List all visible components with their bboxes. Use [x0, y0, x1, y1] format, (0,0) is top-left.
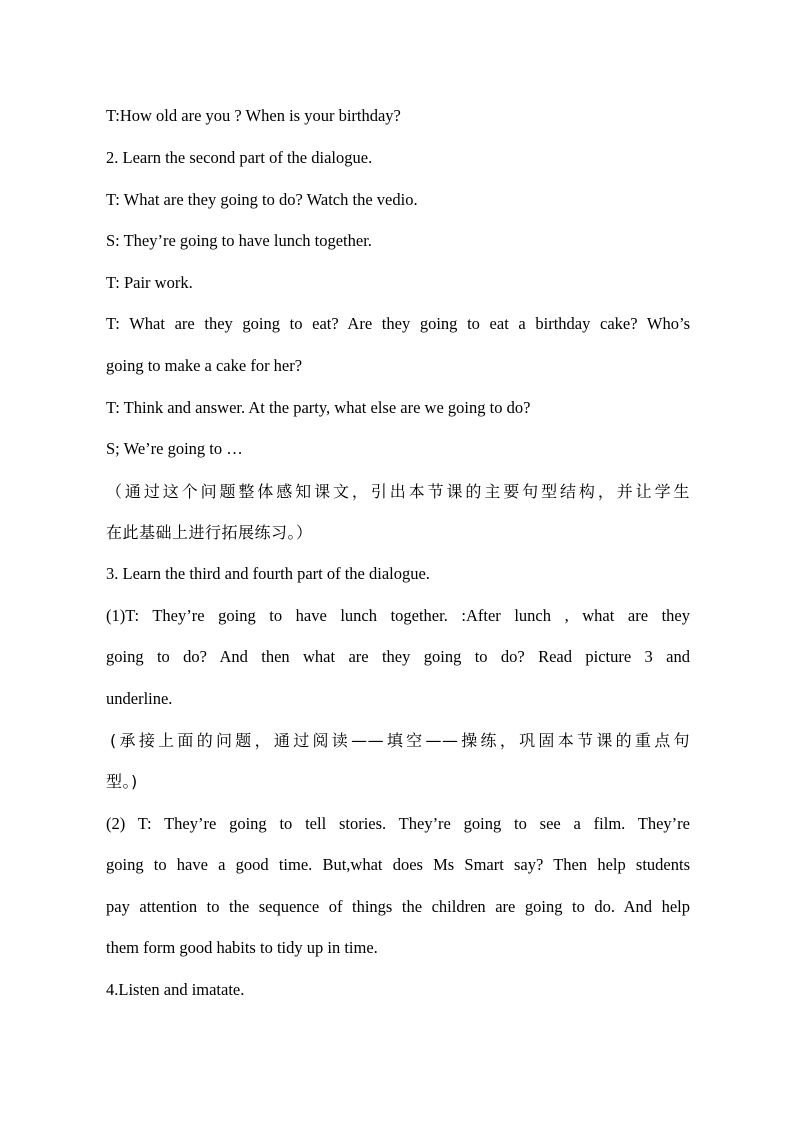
- text-line-chinese: 在此基础上进行拓展练习。）: [106, 523, 313, 542]
- text-line: 4.Listen and imatate.: [106, 980, 245, 999]
- text-line: S; We’re going to …: [106, 439, 243, 458]
- text-line: T:How old are you ? When is your birthday?: [106, 106, 401, 125]
- text-line: (1)T: They’re going to have lunch together. :After lunch , what are they: [106, 606, 690, 625]
- text-line: (2) T: They’re going to tell stories. They’re going to see a film. They’re: [106, 814, 690, 833]
- text-line: going to do? And then what are they going to do? Read picture 3 and: [106, 647, 690, 666]
- text-line-chinese: （通过这个问题整体感知课文，引出本节课的主要句型结构，并让学生: [106, 482, 690, 501]
- text-line: going to make a cake for her?: [106, 356, 303, 375]
- text-line: T: Pair work.: [106, 273, 193, 292]
- text-line: 3. Learn the third and fourth part of the dialogue.: [106, 564, 430, 583]
- text-line: S: They’re going to have lunch together.: [106, 231, 372, 250]
- text-line: T: What are they going to eat? Are they going to eat a birthday cake? Who’s: [106, 314, 690, 333]
- text-line: going to have a good time. But,what does Ms Smart say? Then help students: [106, 855, 690, 874]
- text-line: pay attention to the sequence of things the children are going to do. And help: [106, 897, 690, 916]
- text-line: them form good habits to tidy up in time.: [106, 938, 378, 957]
- text-line-chinese: 型。): [106, 772, 138, 791]
- text-line: 2. Learn the second part of the dialogue.: [106, 148, 373, 167]
- text-line-chinese: (承接上面的问题，通过阅读——填空——操练，巩固本节课的重点句: [110, 731, 690, 750]
- text-line: underline.: [106, 689, 173, 708]
- text-line: T: What are they going to do? Watch the vedio.: [106, 190, 418, 209]
- text-line: T: Think and answer. At the party, what else are we going to do?: [106, 398, 531, 417]
